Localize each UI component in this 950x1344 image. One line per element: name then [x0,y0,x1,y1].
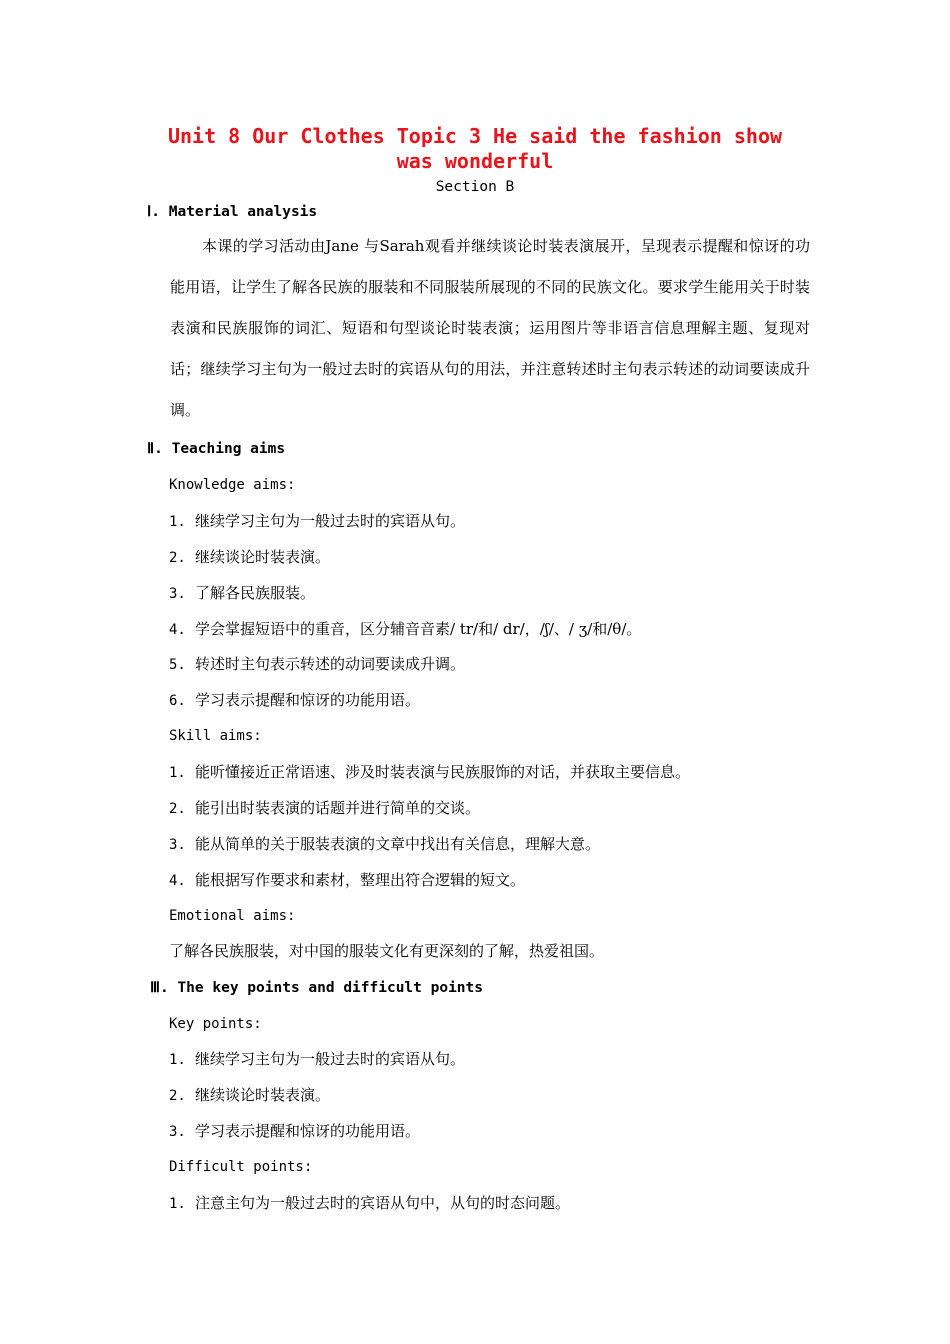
heading-key-points: Ⅲ. The key points and difficult points [150,980,483,996]
key-points-label: Key points: [169,1016,262,1032]
list-item: 6. 学习表示提醒和惊讶的功能用语。 [169,691,421,709]
list-item: 1. 注意主句为一般过去时的宾语从句中，从句的时态问题。 [169,1194,571,1212]
list-item: 4. 学会掌握短语中的重音，区分辅音音素/ tr/和/ dr/，/ʃ/、/ ʒ/和/θ/。 [169,620,642,638]
emotional-aims-label: Emotional aims: [169,908,296,924]
list-item: 3. 学习表示提醒和惊讶的功能用语。 [169,1122,421,1140]
list-item: 4. 能根据写作要求和素材，整理出符合逻辑的短文。 [169,871,526,889]
list-item: 3. 能从简单的关于服装表演的文章中找出有关信息，理解大意。 [169,835,601,853]
list-item: 1. 继续学习主句为一般过去时的宾语从句。 [169,512,466,530]
section-subtitle: Section B [435,179,515,195]
heading-material-analysis: Ⅰ. Material analysis [147,204,318,220]
emotional-aims-text: 了解各民族服装，对中国的服装文化有更深刻的了解，热爱祖国。 [169,942,605,960]
heading-teaching-aims: Ⅱ. Teaching aims [147,441,286,457]
list-item: 1. 能听懂接近正常语速、涉及时装表演与民族服饰的对话，并获取主要信息。 [169,763,691,781]
list-item: 5. 转述时主句表示转述的动词要读成升调。 [169,655,466,673]
difficult-points-label: Difficult points: [169,1159,313,1175]
skill-aims-label: Skill aims: [169,728,262,744]
knowledge-aims-label: Knowledge aims: [169,477,296,493]
list-item: 3. 了解各民族服装。 [169,584,316,602]
list-item: 1. 继续学习主句为一般过去时的宾语从句。 [169,1050,466,1068]
material-analysis-paragraph: 本课的学习活动由Jane 与Sarah观看并继续谈论时装表演展开，呈现表示提醒和惊讶的功能用语，让学生了解各民族的服装和不同服装所展现的不同的民族文化。要求学生能用关于时装表演和民族服饰的词汇、短语和句型谈论时装表演；运用图片等非语言信息理解主题、复现对话；继续学习主句为一般过去时的宾语从句的用法，并注意转述时主句表示转述的动词要读成升调。 [170,237,810,419]
list-item: 2. 继续谈论时装表演。 [169,548,331,566]
document-title: Unit 8 Our Clothes Topic 3 He said the fashion show was wonderful [167,124,783,173]
list-item: 2. 继续谈论时装表演。 [169,1086,331,1104]
list-item: 2. 能引出时装表演的话题并进行简单的交谈。 [169,799,481,817]
